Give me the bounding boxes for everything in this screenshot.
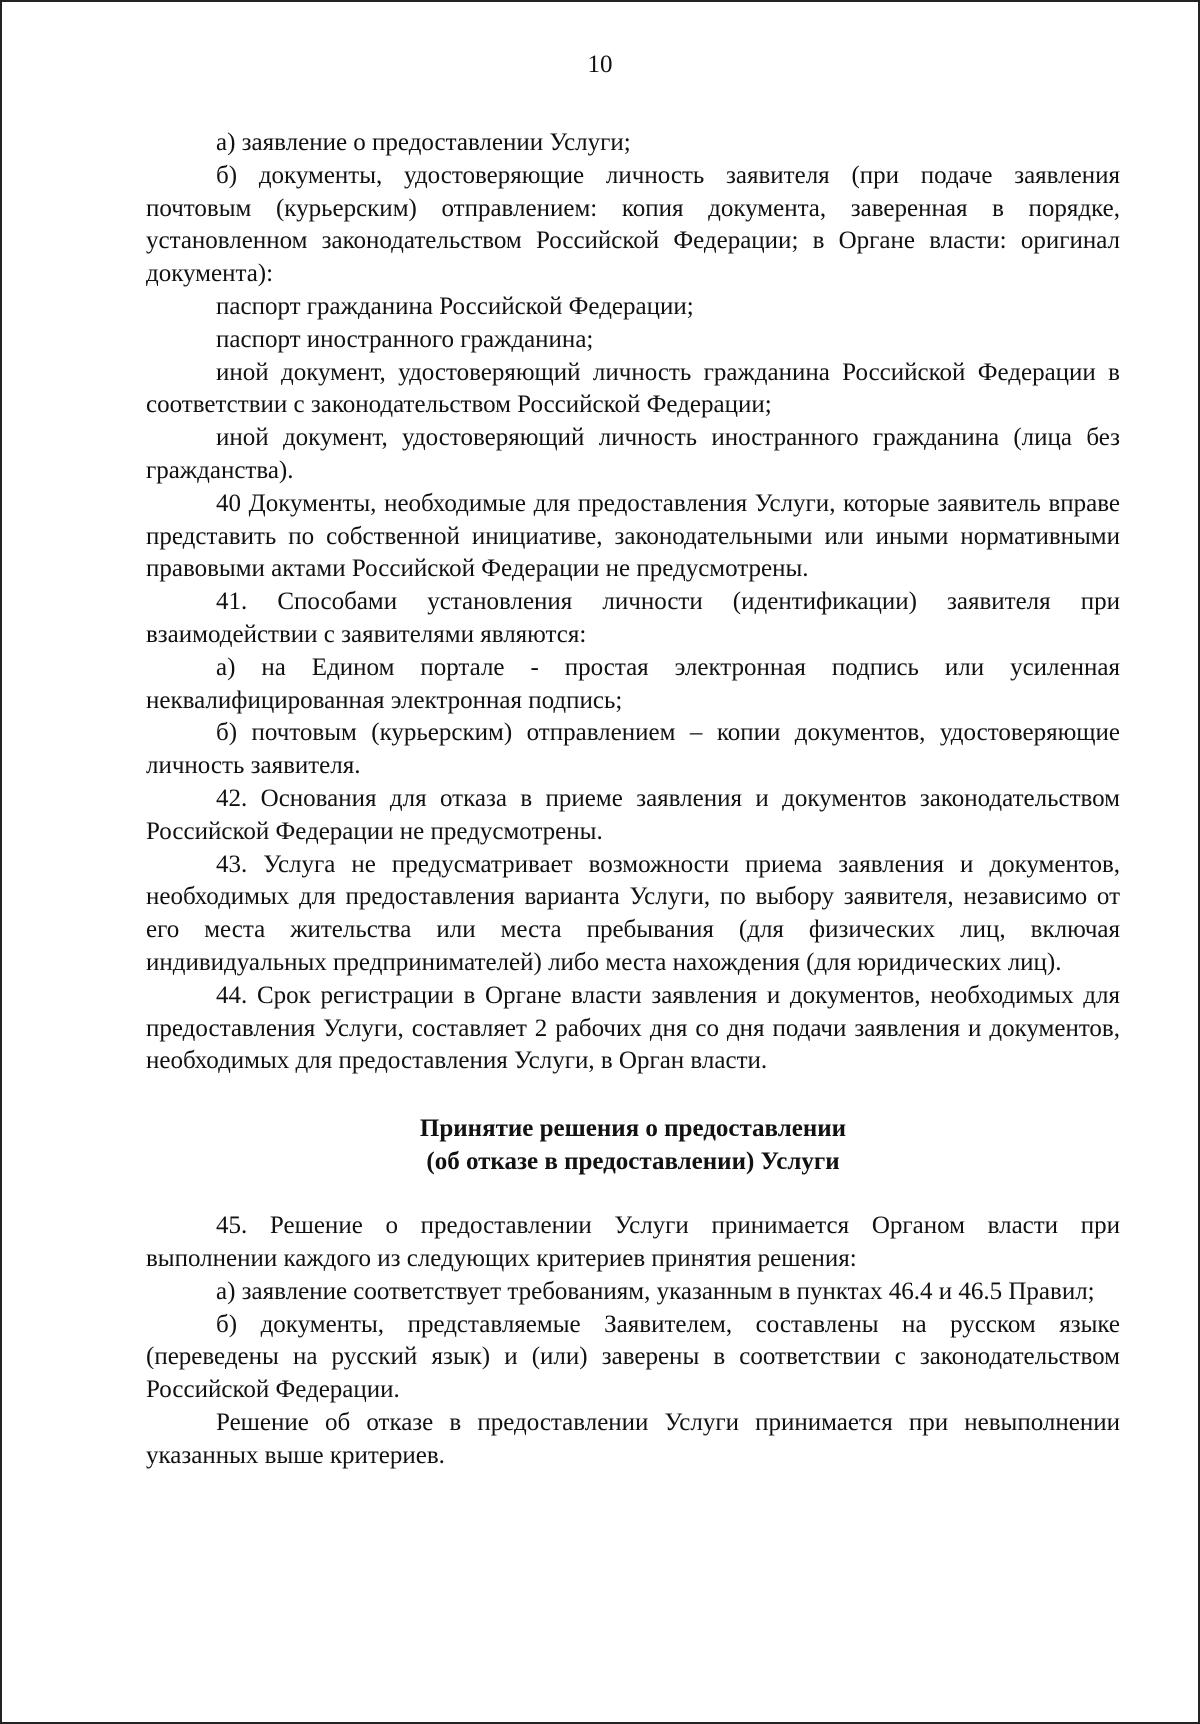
paragraph-42: 42. Основания для отказа в приеме заявления и документов законодательством Российской Федерации не предусмотрены. bbox=[146, 784, 1120, 845]
paragraph-45-a: а) заявление соответствует требованиям, указанным в пунктах 46.4 и 46.5 Правил; bbox=[216, 1277, 1095, 1305]
paragraph-passport-rf: паспорт гражданина Российской Федерации; bbox=[216, 292, 694, 320]
document-body bbox=[146, 127, 1120, 1472]
paragraph-other-doc-citizen: иной документ, удостоверяющий личность гражданина Российской Федерации в соответствии с законодательством Российской Федерации; bbox=[146, 358, 1120, 419]
paragraph-refusal: Решение об отказе в предоставлении Услуги принимается при невыполнении указанных выше критериев. bbox=[146, 1408, 1120, 1469]
paragraph-43: 43. Услуга не предусматривает возможности приема заявления и документов, необходимых для предоставления варианта Услуги, по выбору заявителя, независимо от его места жительства или места пребывания (для физических лиц, включая индивидуальных предпринимателей) либо места нахождения (для юридических лиц). bbox=[146, 850, 1120, 976]
paragraph-40: 40 Документы, необходимые для предоставления Услуги, которые заявитель вправе представить по собственной инициативе, законодательными или иными нормативными правовыми актами Российской Федерации не предусмотрены. bbox=[146, 489, 1120, 583]
section-heading-line-2: (об отказе в предоставлении) Услуги bbox=[426, 1148, 840, 1176]
paragraph-item-a: а) заявление о предоставлении Услуги; bbox=[216, 129, 631, 156]
paragraph-45-b: б) документы, представляемые Заявителем, составлены на русском языке (переведены на русский язык) и (или) заверены в соответствии с законодательством Российской Федерации. bbox=[146, 1310, 1120, 1404]
paragraph-other-doc-foreigner: иной документ, удостоверяющий личность иностранного гражданина (лица без гражданства). bbox=[146, 424, 1120, 484]
paragraph-41-a: а) на Едином портале - простая электронная подпись или усиленная неквалифицированная электронная подпись; bbox=[146, 653, 1120, 714]
section-heading bbox=[146, 1112, 1120, 1178]
paragraph-45: 45. Решение о предоставлении Услуги принимается Органом власти при выполнении каждого из следующих критериев принятия решения: bbox=[146, 1212, 1120, 1272]
paragraph-44: 44. Срок регистрации в Органе власти заявления и документов, необходимых для предоставления Услуги, составляет 2 рабочих дня со дня подачи заявления и документов, необходимых для предоставления Услуги, в Орган власти. bbox=[146, 981, 1120, 1075]
paragraph-item-b: б) документы, удостоверяющие личность заявителя (при подаче заявления почтовым (курьерским) отправлением: копия документа, заверенная в порядке, установленном законодательством Российской Федерации; в Органе власти: оригинал документа): bbox=[146, 161, 1120, 288]
page-number: 10 bbox=[587, 51, 613, 78]
paragraph-41-b: б) почтовым (курьерским) отправлением – копии документов, удостоверяющие личность заявителя. bbox=[146, 719, 1120, 780]
spacer bbox=[146, 1078, 1120, 1112]
paragraph-passport-foreign: паспорт иностранного гражданина; bbox=[216, 325, 594, 353]
paragraph-41: 41. Способами установления личности (идентификации) заявителя при взаимодействии с заявителями являются: bbox=[146, 588, 1120, 648]
section-heading-line-1: Принятие решения о предоставлении bbox=[419, 1115, 847, 1143]
spacer bbox=[146, 1178, 1120, 1210]
